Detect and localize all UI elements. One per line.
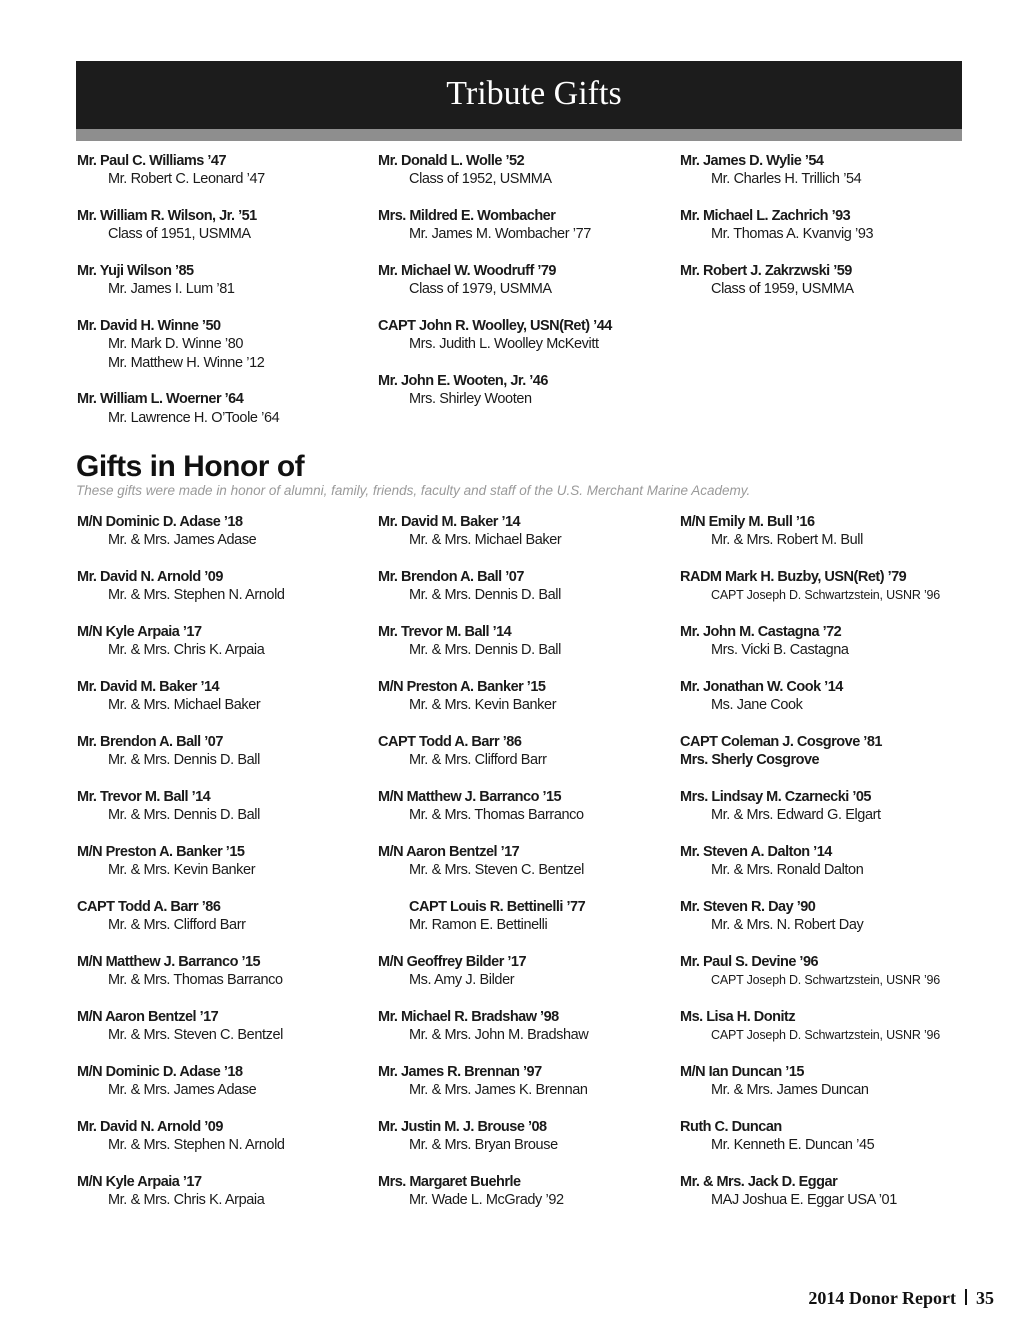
- list-item: [378, 568, 678, 605]
- donor-name: Mr. & Mrs. John M. Bradshaw: [409, 1027, 589, 1044]
- honoree-name: Mr. Justin M. J. Brouse ’08: [378, 1119, 547, 1135]
- honoree-name: CAPT Todd A. Barr ’86: [77, 899, 221, 915]
- honoree-name: Mr. Michael L. Zachrich ’93: [680, 208, 851, 224]
- list-item: [378, 152, 678, 189]
- list-item: [378, 1118, 678, 1155]
- honoree-name: CAPT Louis R. Bettinelli ’77: [409, 899, 586, 915]
- donor-name: Mr. Matthew H. Winne ’12: [108, 354, 265, 371]
- list-item: [77, 788, 377, 825]
- donor-name: Mr. & Mrs. Steven C. Bentzel: [409, 862, 584, 879]
- donor-name: Ms. Amy J. Bilder: [409, 972, 515, 989]
- donor-name: Mr. & Mrs. Robert M. Bull: [711, 532, 863, 549]
- list-item: [680, 623, 980, 660]
- donor-name: CAPT Joseph D. Schwartzstein, USNR ’96: [711, 973, 941, 988]
- list-item: [680, 843, 980, 880]
- donor-name: Mr. & Mrs. Thomas Barranco: [108, 972, 283, 989]
- list-item: [77, 678, 377, 715]
- honoree-name: M/N Ian Duncan ’15: [680, 1064, 804, 1080]
- donor-name: Mr. Kenneth E. Duncan ’45: [711, 1137, 875, 1154]
- donor-name: Mr. Mark D. Winne ’80: [108, 336, 244, 353]
- page-footer: [808, 1288, 994, 1309]
- donor-name: Mrs. Shirley Wooten: [409, 391, 532, 408]
- list-item: [680, 1173, 980, 1210]
- donor-name: Mr. & Mrs. Dennis D. Ball: [409, 587, 561, 604]
- honoree-name: Mr. William L. Woerner ’64: [77, 391, 244, 408]
- donor-name: Mr. & Mrs. Thomas Barranco: [409, 807, 584, 824]
- honoree-name: Mr. Brendon A. Ball ’07: [77, 734, 223, 750]
- honoree-name: Mr. Steven R. Day ’90: [680, 899, 816, 915]
- honoree-name: Mr. David H. Winne ’50: [77, 318, 221, 334]
- donor-name: Class of 1952, USMMA: [409, 171, 552, 188]
- donor-name: Mr. & Mrs. James K. Brennan: [409, 1082, 588, 1099]
- list-item: [680, 568, 980, 605]
- list-item: [680, 262, 980, 299]
- honoree-name: M/N Matthew J. Barranco ’15: [378, 789, 562, 805]
- honoree-name: CAPT John R. Woolley, USN(Ret) ’44: [378, 318, 612, 334]
- donor-name: Mr. & Mrs. Kevin Banker: [108, 862, 256, 879]
- report-name: 2014 Donor Report: [808, 1288, 956, 1308]
- honoree-name: Mr. James R. Brennan ’97: [378, 1064, 542, 1080]
- honoree-name: Ruth C. Duncan: [680, 1119, 782, 1135]
- list-item: [77, 953, 377, 990]
- honoree-name: M/N Aaron Bentzel ’17: [378, 844, 520, 860]
- donor-name: Mr. James M. Wombacher ’77: [409, 226, 591, 243]
- list-item: [77, 1173, 377, 1210]
- list-item: [378, 1063, 678, 1100]
- list-item: [680, 1118, 980, 1155]
- honoree-name: Mr. Robert J. Zakrzwski ’59: [680, 263, 852, 279]
- section-subtitle: These gifts were made in honor of alumni, family, friends, faculty and staff of the U.S. Merchant Marine Academy.: [76, 483, 751, 498]
- donor-name: Mr. & Mrs. Clifford Barr: [409, 752, 547, 769]
- list-item: [77, 898, 377, 935]
- list-item: [77, 1063, 377, 1100]
- list-item: [378, 513, 678, 550]
- page-number: 35: [976, 1288, 994, 1308]
- donor-name: MAJ Joshua E. Eggar USA ’01: [711, 1192, 897, 1209]
- honoree-name: M/N Emily M. Bull ’16: [680, 514, 815, 530]
- donor-name: Mr. & Mrs. Steven C. Bentzel: [108, 1027, 283, 1044]
- list-item: [680, 1008, 980, 1045]
- list-item: [378, 1008, 678, 1045]
- list-item: [680, 733, 980, 770]
- honoree-name: Ms. Lisa H. Donitz: [680, 1009, 796, 1025]
- list-item: [77, 513, 377, 550]
- honoree-name: M/N Preston A. Banker ’15: [77, 844, 245, 860]
- donor-name: Mr. & Mrs. Ronald Dalton: [711, 862, 864, 879]
- honoree-name: Mr. Trevor M. Ball ’14: [378, 624, 512, 640]
- honoree-name: Mrs. Mildred E. Wombacher: [378, 208, 556, 224]
- honoree-name: M/N Matthew J. Barranco ’15: [77, 954, 261, 970]
- donor-name: Mr. & Mrs. Stephen N. Arnold: [108, 1137, 285, 1154]
- honoree-name: Mrs. Lindsay M. Czarnecki ’05: [680, 789, 871, 805]
- donor-name: Mr. Ramon E. Bettinelli: [409, 917, 548, 934]
- honoree-name: Mr. Brendon A. Ball ’07: [378, 569, 524, 585]
- donor-name: Mr. Charles H. Trillich ’54: [711, 171, 862, 188]
- honoree-name: Mr. David N. Arnold ’09: [77, 569, 223, 585]
- honoree-name: Mr. John M. Castagna ’72: [680, 624, 842, 640]
- honoree-name: Mr. & Mrs. Jack D. Eggar: [680, 1174, 838, 1190]
- list-item: [77, 262, 377, 299]
- donor-name: CAPT Joseph D. Schwartzstein, USNR ’96: [711, 588, 941, 603]
- donor-name: Mr. James I. Lum ’81: [108, 281, 235, 298]
- list-item: [378, 898, 678, 935]
- list-item: [378, 843, 678, 880]
- donor-name: Mr. & Mrs. James Adase: [108, 532, 257, 549]
- list-item: [680, 1063, 980, 1100]
- title-banner: [76, 61, 962, 141]
- donor-name: CAPT Joseph D. Schwartzstein, USNR ’96: [711, 1028, 941, 1043]
- list-item: [378, 953, 678, 990]
- section-title: Gifts in Honor of: [76, 450, 305, 483]
- donor-name: Mrs. Judith L. Woolley McKevitt: [409, 336, 599, 353]
- list-item: [680, 898, 980, 935]
- list-item: [77, 1118, 377, 1155]
- honoree-name: Mr. Steven A. Dalton ’14: [680, 844, 832, 860]
- list-item: [77, 317, 377, 372]
- donor-name: Mr. Thomas A. Kvanvig ’93: [711, 226, 874, 243]
- honoree-name: Mr. William R. Wilson, Jr. ’51: [77, 208, 257, 224]
- list-item: [378, 1173, 678, 1210]
- donor-name: Mrs. Vicki B. Castagna: [711, 642, 849, 659]
- honoree-name: M/N Kyle Arpaia ’17: [77, 1174, 202, 1190]
- list-item: [680, 513, 980, 550]
- donor-name: Mr. & Mrs. Chris K. Arpaia: [108, 1192, 265, 1209]
- honoree-name: M/N Geoffrey Bilder ’17: [378, 954, 527, 970]
- donor-name: Mr. & Mrs. Dennis D. Ball: [108, 752, 260, 769]
- honoree-name: Mrs. Sherly Cosgrove: [680, 752, 820, 769]
- honoree-name: Mr. John E. Wooten, Jr. ’46: [378, 373, 548, 389]
- honoree-name: Mr. Donald L. Wolle ’52: [378, 153, 525, 169]
- donor-name: Mr. & Mrs. N. Robert Day: [711, 917, 864, 934]
- donor-name: Mr. & Mrs. Edward G. Elgart: [711, 807, 881, 824]
- honoree-name: Mr. David M. Baker ’14: [77, 679, 220, 695]
- honoree-name: Mr. Paul S. Devine ’96: [680, 954, 819, 970]
- donor-name: Mr. Lawrence H. O’Toole ’64: [108, 409, 280, 426]
- honoree-name: Mr. James D. Wylie ’54: [680, 153, 824, 169]
- honoree-name: Mr. Michael R. Bradshaw ’98: [378, 1009, 559, 1025]
- honoree-name: Mr. David M. Baker ’14: [378, 514, 521, 530]
- list-item: [77, 1008, 377, 1045]
- list-item: [378, 788, 678, 825]
- list-item: [680, 953, 980, 990]
- honoree-name: Mr. David N. Arnold ’09: [77, 1119, 223, 1135]
- honoree-name: Mr. Paul C. Williams ’47: [77, 153, 227, 169]
- page-title: Tribute Gifts: [446, 75, 622, 112]
- list-item: [77, 568, 377, 605]
- list-item: [77, 390, 377, 427]
- donor-name: Mr. & Mrs. Dennis D. Ball: [409, 642, 561, 659]
- honoree-name: M/N Aaron Bentzel ’17: [77, 1009, 219, 1025]
- list-item: [680, 152, 980, 189]
- honoree-name: Mr. Trevor M. Ball ’14: [77, 789, 211, 805]
- donor-name: Mr. & Mrs. James Adase: [108, 1082, 257, 1099]
- list-item: [680, 788, 980, 825]
- list-item: [680, 678, 980, 715]
- list-item: [378, 623, 678, 660]
- list-item: [680, 207, 980, 244]
- honoree-name: CAPT Todd A. Barr ’86: [378, 734, 522, 750]
- donor-name: Mr. & Mrs. Michael Baker: [108, 697, 261, 714]
- donor-name: Mr. Wade L. McGrady ’92: [409, 1192, 564, 1209]
- honoree-name: M/N Dominic D. Adase ’18: [77, 514, 243, 530]
- donor-name: Mr. & Mrs. Stephen N. Arnold: [108, 587, 285, 604]
- footer-divider: [965, 1289, 967, 1305]
- list-item: [378, 207, 678, 244]
- list-item: [77, 843, 377, 880]
- list-item: [378, 372, 678, 409]
- list-item: [77, 623, 377, 660]
- honoree-name: CAPT Coleman J. Cosgrove ’81: [680, 734, 882, 750]
- list-item: [378, 317, 678, 354]
- donor-name: Mr. Robert C. Leonard ’47: [108, 171, 265, 188]
- donor-name: Mr. & Mrs. Chris K. Arpaia: [108, 642, 265, 659]
- honoree-name: RADM Mark H. Buzby, USN(Ret) ’79: [680, 569, 907, 585]
- list-item: [378, 733, 678, 770]
- honoree-name: Mr. Michael W. Woodruff ’79: [378, 263, 556, 279]
- list-item: [77, 733, 377, 770]
- list-item: [77, 152, 377, 189]
- list-item: [378, 678, 678, 715]
- donor-name: Mr. & Mrs. Kevin Banker: [409, 697, 557, 714]
- donor-name: Mr. & Mrs. Bryan Brouse: [409, 1137, 558, 1154]
- donor-name: Mr. & Mrs. Dennis D. Ball: [108, 807, 260, 824]
- donor-name: Mr. & Mrs. Michael Baker: [409, 532, 562, 549]
- donor-name: Mr. & Mrs. James Duncan: [711, 1082, 869, 1099]
- donor-name: Class of 1959, USMMA: [711, 281, 854, 298]
- donor-name: Mr. & Mrs. Clifford Barr: [108, 917, 246, 934]
- honoree-name: Mrs. Margaret Buehrle: [378, 1174, 521, 1190]
- donor-name: Class of 1979, USMMA: [409, 281, 552, 298]
- list-item: [378, 262, 678, 299]
- donor-name: Class of 1951, USMMA: [108, 226, 251, 243]
- list-item: [77, 207, 377, 244]
- honoree-name: M/N Kyle Arpaia ’17: [77, 624, 202, 640]
- honoree-name: M/N Dominic D. Adase ’18: [77, 1064, 243, 1080]
- honoree-name: Mr. Jonathan W. Cook ’14: [680, 679, 843, 695]
- honoree-name: Mr. Yuji Wilson ’85: [77, 263, 194, 279]
- honoree-name: M/N Preston A. Banker ’15: [378, 679, 546, 695]
- donor-name: Ms. Jane Cook: [711, 697, 803, 714]
